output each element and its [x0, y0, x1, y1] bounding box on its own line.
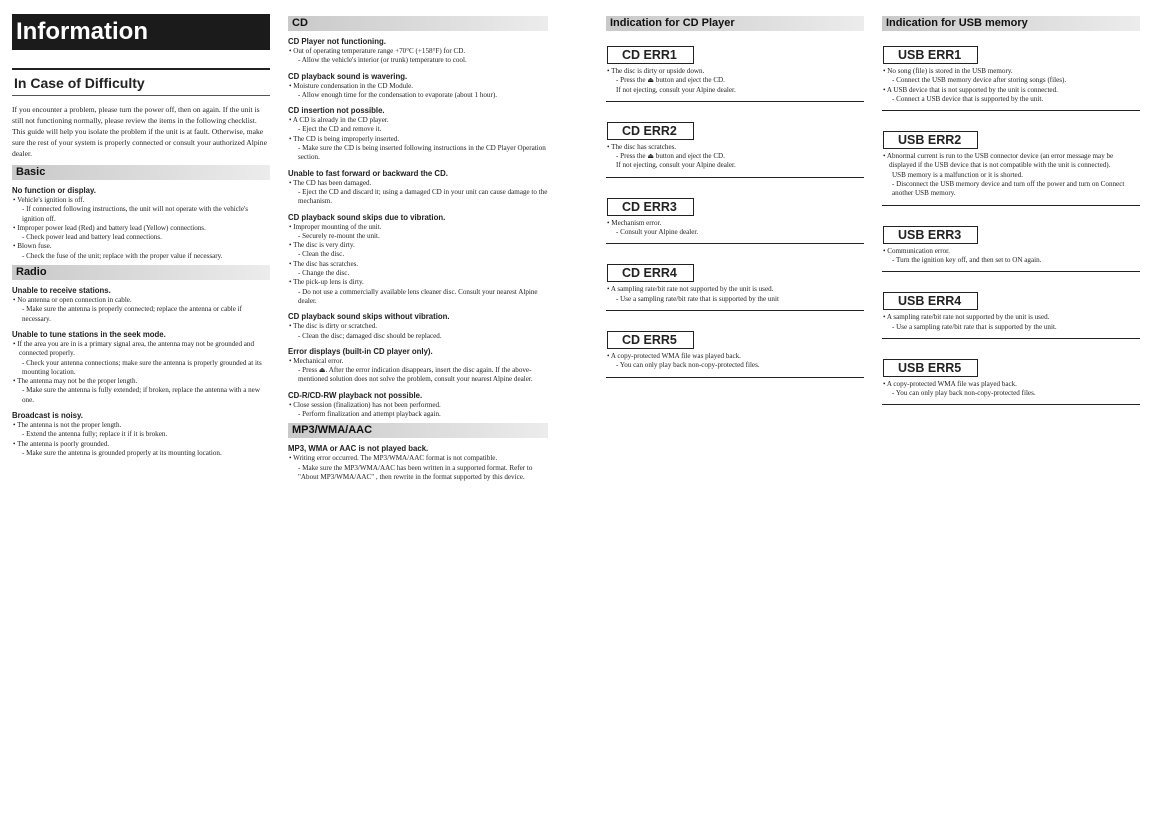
remedy-text: - Change the disc.	[298, 269, 350, 278]
cause-bullet: • No antenna or open connection in cable.	[12, 296, 270, 305]
error-block	[606, 321, 864, 378]
section-bar-cd: CD	[288, 16, 548, 31]
remedy-text: - Press ⏏. After the error indication disappears, insert the disc again. If the above-mentioned solution does not solve the problem, consult your nearest Alpine dealer.	[298, 366, 533, 384]
error-code-label: CD ERR2	[607, 122, 694, 140]
column-3	[606, 14, 864, 388]
problem-title: No function or display.	[12, 186, 96, 195]
error-block	[882, 282, 1140, 339]
cause-bullet: • Improper mounting of the unit.	[288, 223, 548, 232]
remedy-text: - You can only play back non-copy-protected files.	[616, 361, 760, 370]
error-code-label: CD ERR4	[607, 264, 694, 282]
radio-items	[12, 286, 270, 458]
basic-items	[12, 186, 270, 261]
section-bar-mp3: MP3/WMA/AAC	[288, 423, 548, 438]
problem-title: CD playback sound is wavering.	[288, 71, 408, 81]
cause-bullet: • The pick-up lens is dirty.	[288, 278, 548, 287]
section-bar-usb-indication: Indication for USB memory	[882, 16, 1140, 31]
problem-title: CD playback sound skips due to vibration.	[288, 212, 446, 222]
section-bar-cd-indication: Indication for CD Player	[606, 16, 864, 31]
remedy-text: - Disconnect the USB memory device and turn off the power and turn on Connect another USB memory.	[892, 180, 1125, 198]
cause-bullet: • The CD has been damaged.	[288, 179, 548, 188]
problem-title: CD Player not functioning.	[288, 37, 386, 46]
error-block	[882, 121, 1140, 205]
remedy-text: - Make sure the antenna is properly connected; replace the antenna or cable if necessary.	[22, 305, 242, 323]
cause-bullet: • A copy-protected WMA file was played back.	[882, 380, 1140, 389]
error-block	[606, 254, 864, 311]
cause-bullet: • If the area you are in is a primary signal area, the antenna may not be grounded and connected properly.	[12, 340, 270, 359]
cause-bullet: • Blown fuse.	[12, 242, 270, 251]
cause-bullet: • A copy-protected WMA file was played back.	[606, 352, 864, 361]
cause-bullet: • Mechanical error.	[288, 357, 548, 366]
remedy-text: - Check power lead and battery lead connections.	[22, 233, 162, 242]
cause-bullet: • Abnormal current is run to the USB connector device (an error message may be displayed if the USB device that is not compatible with the unit is connected).	[882, 152, 1140, 171]
error-block	[882, 36, 1140, 111]
usb-error-list	[882, 36, 1140, 405]
problem-title: CD insertion not possible.	[288, 106, 385, 116]
problem-title: CD-R/CD-RW playback not possible.	[288, 390, 423, 400]
mp3-items	[288, 444, 548, 482]
remedy-text: - Press the ⏏ button and eject the CD.	[616, 76, 725, 85]
remedy-text: - Use a sampling rate/bit rate that is supported by the unit	[616, 294, 779, 303]
error-code-label: USB ERR5	[883, 359, 978, 377]
error-block	[882, 349, 1140, 406]
error-block	[606, 112, 864, 178]
remedy-text: - Consult your Alpine dealer.	[616, 228, 699, 237]
remedy-text: - Allow enough time for the condensation to evaporate (about 1 hour).	[298, 90, 497, 99]
section-bar-basic: Basic	[12, 165, 270, 180]
cause-bullet: • A sampling rate/bit rate not supported by the unit is used.	[606, 285, 864, 294]
column-1	[12, 14, 270, 458]
cause-bullet: • Communication error.	[882, 247, 1140, 256]
cd-items	[288, 37, 548, 419]
cause-bullet: • The antenna is not the proper length.	[12, 421, 270, 430]
remedy-text: - Clean the disc.	[298, 250, 345, 259]
remedy-text: - If connected following instructions, the unit will not operate with the vehicle's ignition off.	[22, 205, 249, 223]
remedy-text: - Allow the vehicle's interior (or trunk) temperature to cool.	[298, 56, 467, 65]
cause-bullet: • Mechanism error.	[606, 219, 864, 228]
remedy-text: If not ejecting, consult your Alpine dealer.	[616, 85, 736, 94]
page-title: Information	[12, 14, 270, 50]
cd-error-list	[606, 36, 864, 378]
remedy-text: - Use a sampling rate/bit rate that is supported by the unit.	[892, 322, 1057, 331]
intro-text: If you encounter a problem, please turn the power off, then on again. If the unit is still not functioning normally, please review the items in the following checklist. This guide will help you isolate the problem if the unit is at fault. Otherwise, make sure the rest of your system is properly connected or consult your authorized Alpine dealer.	[12, 105, 267, 158]
error-code-label: USB ERR4	[883, 292, 978, 310]
error-block	[606, 188, 864, 245]
error-block	[606, 36, 864, 102]
remedy-text: - Do not use a commercially available lens cleaner disc. Consult your nearest Alpine dealer.	[298, 287, 538, 305]
remedy-text: - Connect the USB memory device after storing songs (files).	[892, 76, 1067, 85]
remedy-text: - Clean the disc; damaged disc should be replaced.	[298, 331, 442, 340]
cause-bullet: • The disc is very dirty.	[288, 241, 548, 250]
remedy-text: - Connect a USB device that is supported by the unit.	[892, 94, 1044, 103]
cause-bullet: • Vehicle's ignition is off.	[12, 196, 270, 205]
cause-bullet: • The disc has scratches.	[606, 143, 864, 152]
remedy-text: - Make sure the antenna is grounded properly at its mounting location.	[22, 448, 222, 457]
remedy-text: - Eject the CD and remove it.	[298, 125, 382, 134]
problem-title: MP3, WMA or AAC is not played back.	[288, 444, 429, 454]
column-2	[288, 14, 548, 482]
section-heading: In Case of Difficulty	[12, 68, 270, 96]
remedy-text: - Make sure the antenna is fully extended; if broken, replace the antenna with a new one.	[22, 386, 260, 404]
error-block	[882, 216, 1140, 273]
error-code-label: USB ERR1	[883, 46, 978, 64]
remedy-text: - Make sure the MP3/WMA/AAC has been written in a supported format. Refer to "About MP3/WMA/AAC" , then rewrite in the format supported by this device.	[298, 463, 533, 481]
cause-bullet: • Improper power lead (Red) and battery lead (Yellow) connections.	[12, 224, 270, 233]
column-4	[882, 14, 1140, 415]
cause-bullet: • The CD is being improperly inserted.	[288, 135, 548, 144]
cause-bullet: • The disc has scratches.	[288, 260, 548, 269]
remedy-text: - Check the fuse of the unit; replace with the proper value if necessary.	[22, 251, 223, 260]
remedy-text: - Eject the CD and discard it; using a damaged CD in your unit can cause damage to the mechanism.	[298, 187, 548, 206]
error-code-label: CD ERR1	[607, 46, 694, 64]
cause-bullet: • Out of operating temperature range +70°C (+158°F) for CD.	[288, 47, 548, 56]
cause-bullet: • Close session (finalization) has not been performed.	[288, 401, 548, 410]
problem-title: CD playback sound skips without vibration.	[288, 312, 450, 322]
cause-bullet: • The disc is dirty or upside down.	[606, 67, 864, 76]
remedy-text: - Turn the ignition key off, and then set to ON again.	[892, 255, 1042, 264]
remedy-text: - Securely re-mount the unit.	[298, 231, 380, 240]
cause-bullet: • A CD is already in the CD player.	[288, 116, 548, 125]
problem-title: Error displays (built-in CD player only).	[288, 346, 433, 356]
remedy-text: - You can only play back non-copy-protected files.	[892, 389, 1036, 398]
cause-bullet: • A USB device that is not supported by the unit is connected.	[882, 86, 1140, 95]
cause-bullet: • The antenna is poorly grounded.	[12, 440, 270, 449]
remedy-text: - Press the ⏏ button and eject the CD.	[616, 152, 725, 161]
cause-bullet: • The antenna may not be the proper length.	[12, 377, 270, 386]
error-code-label: CD ERR5	[607, 331, 694, 349]
remedy-text: - Make sure the CD is being inserted following instructions in the CD Player Operation section.	[298, 144, 546, 162]
remedy-text: - Extend the antenna fully; replace it if it is broken.	[22, 430, 168, 439]
cause-bullet: • A sampling rate/bit rate not supported by the unit is used.	[882, 313, 1140, 322]
section-bar-radio: Radio	[12, 265, 270, 280]
error-code-label: USB ERR3	[883, 226, 978, 244]
problem-title: Unable to tune stations in the seek mode.	[12, 329, 166, 339]
remedy-text: - Check your antenna connections; make sure the antenna is properly grounded at its mounting location.	[22, 358, 262, 376]
remedy-text: USB memory is a malfunction or it is shorted.	[892, 170, 1024, 179]
cause-bullet: • The disc is dirty or scratched.	[288, 322, 548, 331]
remedy-text: - Perform finalization and attempt playback again.	[298, 410, 441, 419]
error-code-label: CD ERR3	[607, 198, 694, 216]
cause-bullet: • No song (file) is stored in the USB memory.	[882, 67, 1140, 76]
cause-bullet: • Writing error occurred. The MP3/WMA/AAC format is not compatible.	[288, 454, 548, 463]
problem-title: Unable to fast forward or backward the CD.	[288, 168, 448, 178]
problem-title: Broadcast is noisy.	[12, 411, 83, 421]
error-code-label: USB ERR2	[883, 131, 978, 149]
problem-title: Unable to receive stations.	[12, 286, 111, 296]
cause-bullet: • Moisture condensation in the CD Module.	[288, 82, 548, 91]
remedy-text: If not ejecting, consult your Alpine dealer.	[616, 161, 736, 170]
